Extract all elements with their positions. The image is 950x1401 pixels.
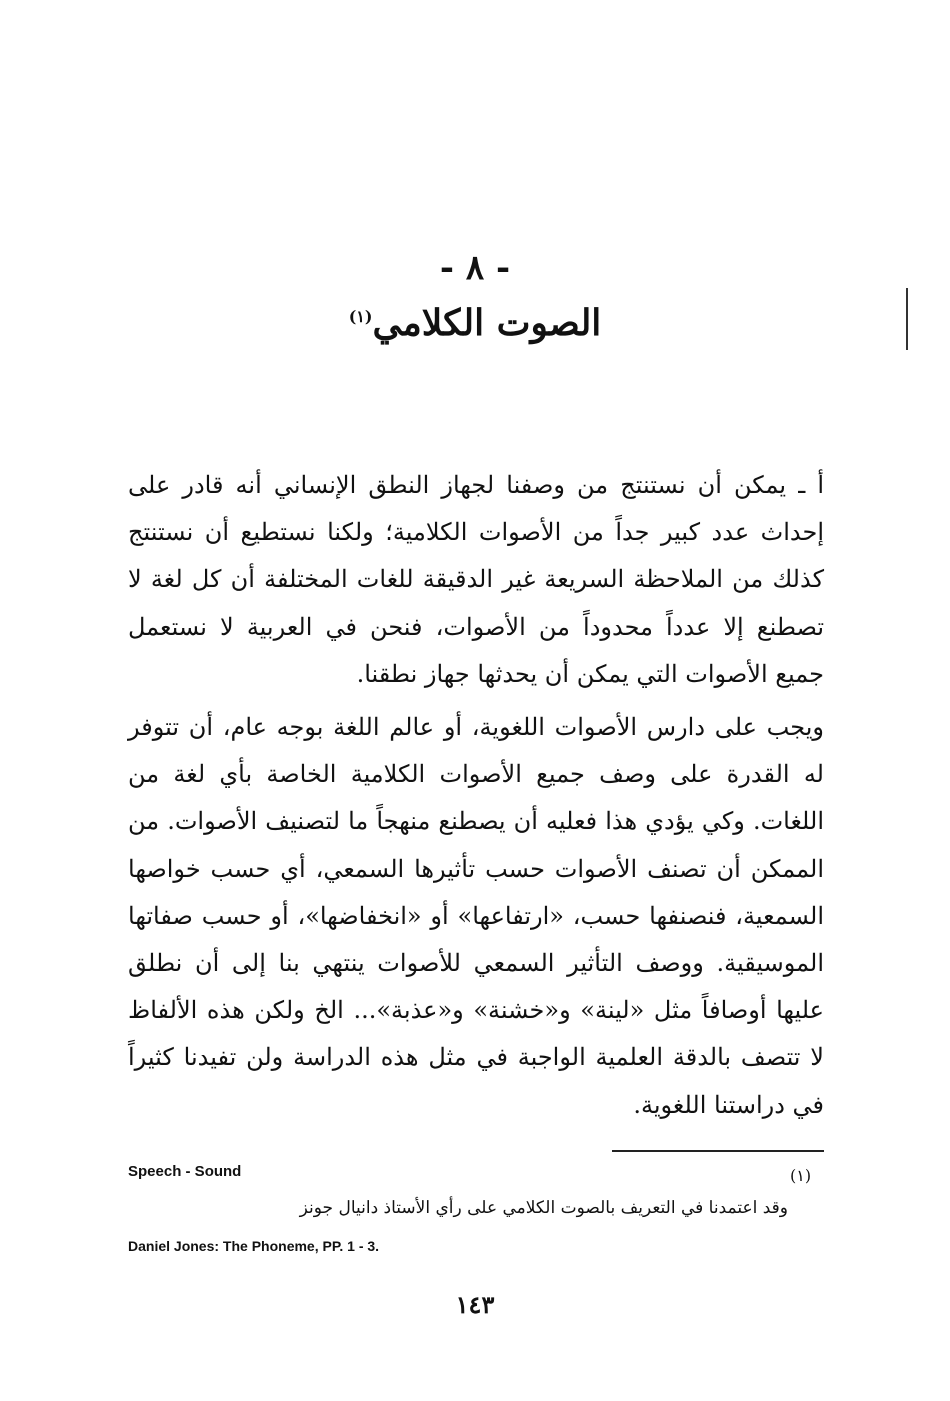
page-number: ١٤٣ bbox=[455, 1290, 495, 1319]
chapter-number: - ٨ - bbox=[439, 248, 511, 288]
footnote-english-reference: Daniel Jones: The Phoneme, PP. 1 - 3. bbox=[128, 1238, 380, 1254]
chapter-title-text: الصوت الكلامي bbox=[372, 302, 602, 344]
paragraph-1: أ ـ يمكن أن نستنتج من وصفنا لجهاز النطق الإنساني أنه قادر على إحداث عدد كبير جداً من الأصوات الكلامية؛ ولكنا نستطيع أن نستنتج كذلك من الملاحظة السريعة غير الدقيقة للغات المختلفة أن كل لغة لا تصطنع إلا عدداً محدوداً من الأصوات، فنحن في العربية لا نستعمل جميع الأصوات التي يمكن أن يحدثها جهاز نطقنا. bbox=[128, 471, 825, 688]
chapter-title bbox=[0, 302, 950, 344]
title-footnote-ref: (١) bbox=[348, 307, 373, 326]
body-text bbox=[128, 462, 824, 1129]
footnote-marker: (١) bbox=[790, 1166, 812, 1185]
footnote-divider bbox=[612, 1150, 824, 1152]
footnote-english-term: Speech - Sound bbox=[128, 1163, 242, 1180]
footnote-arabic-text: وقد اعتمدنا في التعريف بالصوت الكلامي على رأي الأستاذ دانيال جونز bbox=[299, 1198, 788, 1218]
paragraph-2: ويجب على دارس الأصوات اللغوية، أو عالم اللغة بوجه عام، أن تتوفر له القدرة على وصف جميع الأصوات الكلامية الخاصة بأي لغة من اللغات. وكي يؤدي هذا فعليه أن يصطنع منهجاً ما لتصنيف الأصوات. من الممكن أن تصنف الأصوات حسب تأثيرها السمعي، أي حسب خواصها السمعية، فنصنفها حسب، «ارتفاعها» أو «انخفاضها»، أو حسب صفاتها الموسيقية. ووصف التأثير السمعي للأصوات ينتهي بنا إلى أن نطلق عليها أوصافاً مثل «لينة» و«خشنة» و«عذبة»... الخ ولكن هذه الألفاظ لا تتصف بالدقة العلمية الواجبة في مثل هذه الدراسة ولن تفيدنا كثيراً في دراستنا اللغوية. bbox=[128, 713, 824, 1119]
